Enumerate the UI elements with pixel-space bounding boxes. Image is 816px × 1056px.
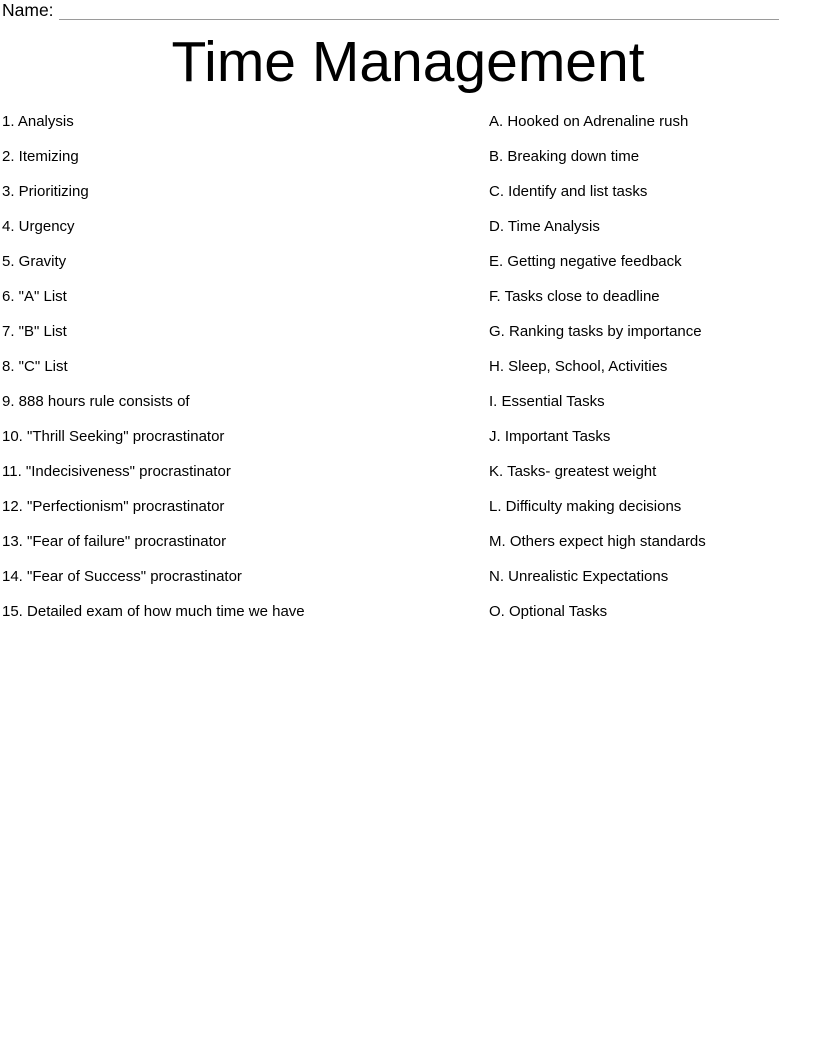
answer-f: F. Tasks close to deadline [489, 288, 660, 305]
question-9: 9. 888 hours rule consists of [2, 393, 190, 410]
answer-n: N. Unrealistic Expectations [489, 568, 669, 585]
question-1: 1. Analysis [2, 113, 74, 130]
questions-column [2, 113, 472, 638]
question-4: 4. Urgency [2, 218, 75, 235]
answer-o: O. Optional Tasks [489, 603, 608, 620]
answer-j: J. Important Tasks [489, 428, 611, 445]
question-2: 2. Itemizing [2, 148, 79, 165]
answer-e: E. Getting negative feedback [489, 253, 682, 270]
name-label: Name: [2, 0, 54, 20]
answer-l: L. Difficulty making decisions [489, 498, 682, 515]
answer-i: I. Essential Tasks [489, 393, 605, 410]
question-8: 8. "C" List [2, 358, 68, 375]
page-title: Time Management [171, 30, 645, 94]
question-14: 14. "Fear of Success" procrastinator [2, 568, 242, 585]
name-blank-line [59, 3, 779, 20]
question-10: 10. "Thrill Seeking" procrastinator [2, 428, 225, 445]
answer-c: C. Identify and list tasks [489, 183, 648, 200]
name-row [2, 1, 814, 20]
answers-column [489, 113, 814, 638]
question-6: 6. "A" List [2, 288, 67, 305]
question-7: 7. "B" List [2, 323, 67, 340]
answer-m: M. Others expect high standards [489, 533, 706, 550]
answer-a: A. Hooked on Adrenaline rush [489, 113, 689, 130]
question-3: 3. Prioritizing [2, 183, 89, 200]
question-11: 11. "Indecisiveness" procrastinator [2, 463, 231, 480]
answer-g: G. Ranking tasks by importance [489, 323, 702, 340]
answer-b: B. Breaking down time [489, 148, 640, 165]
question-12: 12. "Perfectionism" procrastinator [2, 498, 225, 515]
question-15: 15. Detailed exam of how much time we have [2, 603, 305, 620]
answer-k: K. Tasks- greatest weight [489, 463, 657, 480]
question-13: 13. "Fear of failure" procrastinator [2, 533, 227, 550]
answer-h: H. Sleep, School, Activities [489, 358, 668, 375]
question-5: 5. Gravity [2, 253, 67, 270]
answer-d: D. Time Analysis [489, 218, 600, 235]
